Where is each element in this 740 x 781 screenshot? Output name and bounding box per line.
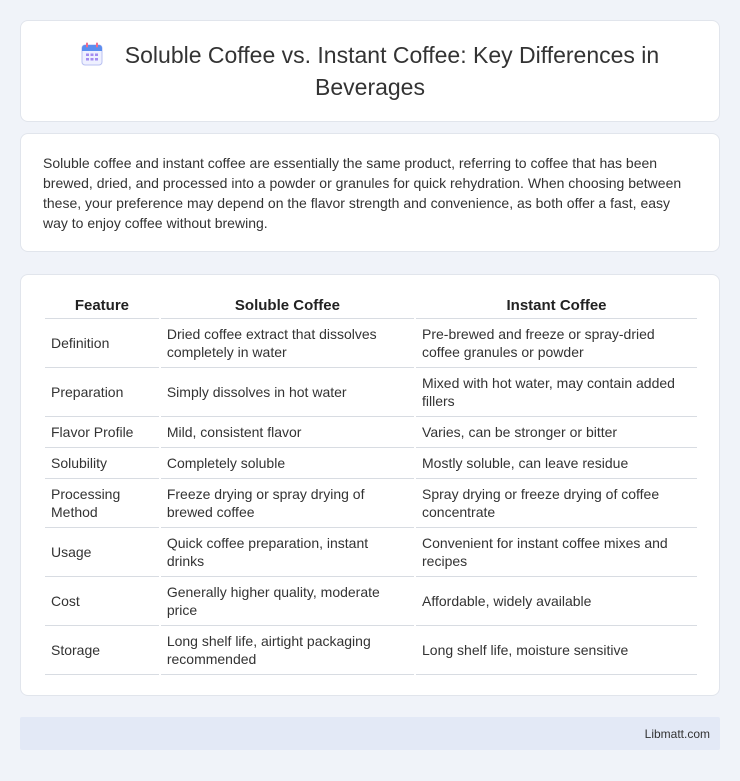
row-instant: Pre-brewed and freeze or spray-dried coffee granules or powder <box>416 319 697 368</box>
row-feature: Usage <box>45 528 159 577</box>
row-feature: Storage <box>45 626 159 675</box>
row-feature: Definition <box>45 319 159 368</box>
row-soluble: Generally higher quality, moderate price <box>161 577 414 626</box>
table-row <box>45 448 697 479</box>
footer-brand-link[interactable]: Libmatt.com <box>644 726 710 741</box>
row-soluble: Long shelf life, airtight packaging recommended <box>161 626 414 675</box>
row-soluble: Simply dissolves in hot water <box>161 368 414 417</box>
intro-card <box>20 133 720 252</box>
title-card <box>20 20 720 122</box>
row-soluble: Quick coffee preparation, instant drinks <box>161 528 414 577</box>
row-feature: Solubility <box>45 448 159 479</box>
row-soluble: Mild, consistent flavor <box>161 417 414 448</box>
row-instant: Long shelf life, moisture sensitive <box>416 626 697 675</box>
row-instant: Affordable, widely available <box>416 577 697 626</box>
row-soluble: Completely soluble <box>161 448 414 479</box>
row-instant: Spray drying or freeze drying of coffee concentrate <box>416 479 697 528</box>
row-instant: Mostly soluble, can leave residue <box>416 448 697 479</box>
table-row <box>45 368 697 417</box>
calendar-icon <box>81 42 103 66</box>
header-soluble-coffee: Soluble Coffee <box>161 295 414 319</box>
table-row <box>45 626 697 675</box>
intro-paragraph: Soluble coffee and instant coffee are essentially the same product, referring to coffee that has been brewed, dried, and processed into a powder or granules for quick rehydration. When choosing between these, your preference may depend on the flavor strength and convenience, as both offer a fast, easy way to enjoy coffee without brewing. <box>43 155 682 231</box>
comparison-card <box>20 274 720 696</box>
row-feature: Flavor Profile <box>45 417 159 448</box>
title-wrap <box>21 39 719 103</box>
table-row <box>45 479 697 528</box>
row-instant: Mixed with hot water, may contain added fillers <box>416 368 697 417</box>
table-row <box>45 319 697 368</box>
row-feature: Processing Method <box>45 479 159 528</box>
row-feature: Preparation <box>45 368 159 417</box>
row-soluble: Freeze drying or spray drying of brewed coffee <box>161 479 414 528</box>
row-feature: Cost <box>45 577 159 626</box>
header-instant-coffee: Instant Coffee <box>416 295 697 319</box>
table-header-row <box>45 295 697 319</box>
row-instant: Varies, can be stronger or bitter <box>416 417 697 448</box>
table-row <box>45 577 697 626</box>
table-row <box>45 528 697 577</box>
row-instant: Convenient for instant coffee mixes and recipes <box>416 528 697 577</box>
row-soluble: Dried coffee extract that dissolves completely in water <box>161 319 414 368</box>
footer-bar <box>20 717 720 750</box>
table-row <box>45 417 697 448</box>
page-title-text: Soluble Coffee vs. Instant Coffee: Key Differences in Beverages <box>124 42 660 100</box>
header-feature: Feature <box>45 295 159 319</box>
comparison-table <box>43 295 699 675</box>
page-title <box>81 42 659 100</box>
